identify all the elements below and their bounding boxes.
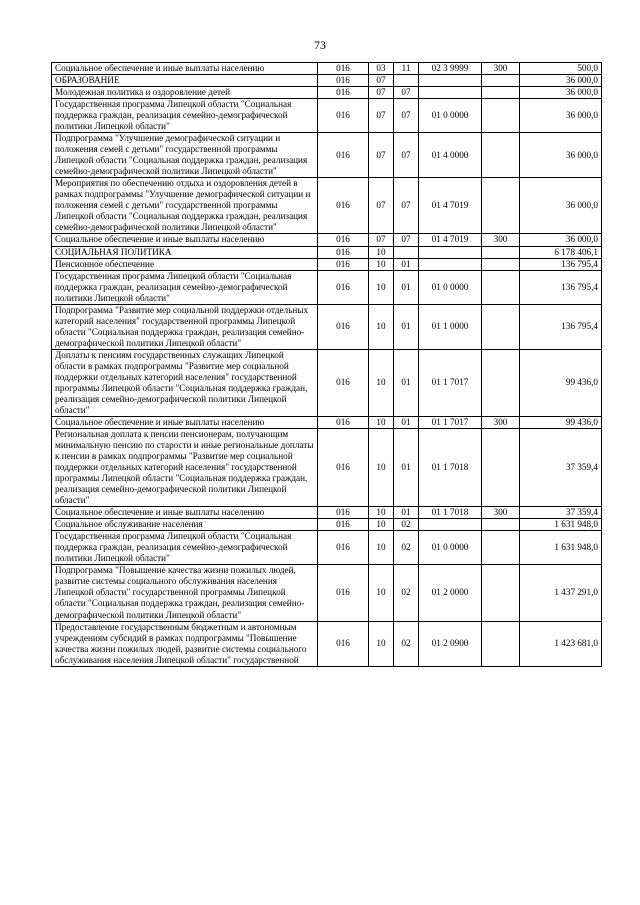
cell-target-article [419,246,482,258]
budget-table-body [52,63,602,667]
cell-name: Государственная программа Липецкой области "Социальная поддержка граждан, реализация семейно-демографической политики Липецкой области" [52,531,318,565]
cell-admin-code: 016 [318,63,369,75]
cell-amount: 1 631 948,0 [520,531,602,565]
cell-subsection: 02 [394,621,419,666]
budget-table [51,62,602,667]
cell-subsection: 07 [394,234,419,246]
cell-subsection [394,246,419,258]
cell-section: 10 [369,304,394,349]
cell-subsection: 07 [394,133,419,178]
cell-section: 10 [369,258,394,270]
cell-section: 07 [369,87,394,99]
cell-target-article: 01 0 0000 [419,531,482,565]
cell-subsection: 01 [394,507,419,519]
cell-section: 07 [369,178,394,234]
cell-target-article: 01 4 7019 [419,178,482,234]
cell-amount: 36 000,0 [520,178,602,234]
cell-name: Предоставление государственным бюджетным и автономным учреждениям субсидий в рамках подпрограммы "Повышение качества жизни пожилых людей, развитие системы социального обслуживания населения Липецкой области" государственной [52,621,318,666]
cell-name: Мероприятия по обеспечению отдыха и оздоровления детей в рамках подпрограммы "Улучшение демографической ситуации и положения семей с детьми" государственной программы Липецкой области "Социальная поддержка граждан, реализация семейно-демографической политики Липецкой области" [52,178,318,234]
cell-section: 10 [369,349,394,416]
table-row [52,304,602,349]
cell-amount: 1 437 291,0 [520,565,602,621]
cell-amount: 36 000,0 [520,99,602,133]
cell-admin-code: 016 [318,234,369,246]
cell-target-article: 01 1 7018 [419,507,482,519]
cell-subsection: 02 [394,565,419,621]
cell-section: 07 [369,234,394,246]
cell-name: Подпрограмма "Повышение качества жизни пожилых людей, развитие системы социального обслуживания населения Липецкой области" государственной программы Липецкой области "Социальная поддержка граждан, реализация семейно-демографической политики Липецкой области" [52,565,318,621]
cell-expense-type [482,270,520,304]
cell-admin-code: 016 [318,178,369,234]
cell-amount: 99 436,0 [520,416,602,428]
table-row [52,63,602,75]
cell-section: 10 [369,621,394,666]
cell-target-article [419,75,482,87]
cell-expense-type [482,258,520,270]
cell-name: СОЦИАЛЬНАЯ ПОЛИТИКА [52,246,318,258]
cell-name: Социальное обеспечение и иные выплаты населению [52,416,318,428]
cell-admin-code: 016 [318,246,369,258]
cell-admin-code: 016 [318,507,369,519]
cell-subsection: 01 [394,270,419,304]
cell-expense-type: 300 [482,507,520,519]
cell-target-article: 01 2 0000 [419,565,482,621]
cell-target-article: 02 3 9999 [419,63,482,75]
cell-admin-code: 016 [318,133,369,178]
cell-subsection [394,75,419,87]
cell-target-article: 01 1 0000 [419,304,482,349]
cell-section: 10 [369,270,394,304]
cell-amount: 36 000,0 [520,133,602,178]
cell-amount: 37 359,4 [520,429,602,507]
cell-target-article: 01 4 0000 [419,133,482,178]
cell-section: 10 [369,507,394,519]
cell-expense-type [482,178,520,234]
cell-target-article: 01 1 7017 [419,416,482,428]
cell-expense-type: 300 [482,234,520,246]
cell-amount: 500,0 [520,63,602,75]
cell-admin-code: 016 [318,621,369,666]
table-row [52,519,602,531]
cell-subsection: 07 [394,178,419,234]
cell-expense-type [482,565,520,621]
cell-target-article: 01 1 7018 [419,429,482,507]
cell-expense-type [482,87,520,99]
cell-amount: 36 000,0 [520,75,602,87]
cell-subsection: 02 [394,531,419,565]
cell-name: Социальное обслуживание населения [52,519,318,531]
table-row [52,429,602,507]
cell-name: Подпрограмма "Развитие мер социальной поддержки отдельных категорий населения" государственной программы Липецкой области "Социальная поддержка граждан, реализация семейно-демографической политики Липецкой области" [52,304,318,349]
cell-section: 07 [369,99,394,133]
cell-amount: 1 631 948,0 [520,519,602,531]
cell-name: Социальное обеспечение и иные выплаты населению [52,63,318,75]
cell-name: Доплаты к пенсиям государственных служащих Липецкой области в рамках подпрограммы "Развитие мер социальной поддержки отдельных категорий населения" государственной программы Липецкой области "Социальная поддержка граждан, реализация семейно-демографической политики Липецкой области" [52,349,318,416]
table-row [52,99,602,133]
cell-expense-type [482,519,520,531]
cell-section: 03 [369,63,394,75]
cell-target-article [419,519,482,531]
cell-subsection: 02 [394,519,419,531]
cell-expense-type [482,429,520,507]
cell-expense-type [482,99,520,133]
table-row [52,349,602,416]
cell-target-article: 01 2 0900 [419,621,482,666]
cell-amount: 36 000,0 [520,234,602,246]
cell-admin-code: 016 [318,99,369,133]
cell-admin-code: 016 [318,519,369,531]
cell-amount: 6 178 406,1 [520,246,602,258]
cell-admin-code: 016 [318,531,369,565]
cell-target-article: 01 1 7017 [419,349,482,416]
cell-subsection: 01 [394,258,419,270]
table-row [52,178,602,234]
cell-amount: 36 000,0 [520,87,602,99]
cell-subsection: 07 [394,99,419,133]
cell-name: Пенсионное обеспечение [52,258,318,270]
cell-admin-code: 016 [318,87,369,99]
cell-expense-type: 300 [482,416,520,428]
table-row [52,531,602,565]
cell-expense-type [482,75,520,87]
table-row [52,416,602,428]
cell-name: Подпрограмма "Улучшение демографической ситуации и положения семей с детьми" государственной программы Липецкой области "Социальная поддержка граждан, реализация семейно-демографической политики Липецкой области" [52,133,318,178]
cell-admin-code: 016 [318,304,369,349]
cell-section: 07 [369,75,394,87]
cell-subsection: 01 [394,429,419,507]
cell-amount: 136 795,4 [520,270,602,304]
cell-subsection: 01 [394,304,419,349]
cell-target-article [419,258,482,270]
cell-section: 07 [369,133,394,178]
cell-section: 10 [369,531,394,565]
cell-amount: 136 795,4 [520,258,602,270]
cell-admin-code: 016 [318,416,369,428]
cell-admin-code: 016 [318,565,369,621]
table-row [52,87,602,99]
cell-amount: 1 423 681,0 [520,621,602,666]
cell-admin-code: 016 [318,75,369,87]
cell-name: Государственная программа Липецкой области "Социальная поддержка граждан, реализация семейно-демографической политики Липецкой области" [52,270,318,304]
cell-amount: 37 359,4 [520,507,602,519]
cell-expense-type [482,621,520,666]
cell-target-article: 01 0 0000 [419,270,482,304]
table-row [52,565,602,621]
cell-target-article: 01 4 7019 [419,234,482,246]
cell-target-article: 01 0 0000 [419,99,482,133]
table-row [52,234,602,246]
cell-target-article [419,87,482,99]
table-row [52,507,602,519]
table-row [52,133,602,178]
cell-subsection: 07 [394,87,419,99]
cell-name: Социальное обеспечение и иные выплаты населению [52,507,318,519]
cell-expense-type [482,246,520,258]
cell-expense-type [482,531,520,565]
cell-expense-type [482,349,520,416]
cell-admin-code: 016 [318,258,369,270]
cell-subsection: 01 [394,349,419,416]
cell-amount: 99 436,0 [520,349,602,416]
cell-admin-code: 016 [318,270,369,304]
cell-name: Государственная программа Липецкой области "Социальная поддержка граждан, реализация семейно-демографической политики Липецкой области" [52,99,318,133]
cell-section: 10 [369,429,394,507]
table-row [52,621,602,666]
table-row [52,270,602,304]
cell-section: 10 [369,246,394,258]
table-row [52,246,602,258]
table-row [52,258,602,270]
table-row [52,75,602,87]
cell-expense-type [482,304,520,349]
cell-name: Социальное обеспечение и иные выплаты населению [52,234,318,246]
cell-expense-type [482,133,520,178]
cell-section: 10 [369,416,394,428]
cell-amount: 136 795,4 [520,304,602,349]
cell-subsection: 11 [394,63,419,75]
cell-name: ОБРАЗОВАНИЕ [52,75,318,87]
cell-subsection: 01 [394,416,419,428]
cell-expense-type: 300 [482,63,520,75]
cell-name: Молодежная политика и оздоровление детей [52,87,318,99]
cell-section: 10 [369,565,394,621]
cell-admin-code: 016 [318,349,369,416]
cell-name: Региональная доплата к пенсии пенсионерам, получающим минимальную пенсию по старости и иные региональные доплаты к пенсии в рамках подпрограммы "Развитие мер социальной поддержки отдельных категорий населения" государственной программы Липецкой области "Социальная поддержка граждан, реализация семейно-демографической политики Липецкой области" [52,429,318,507]
page-number: 73 [314,38,326,52]
cell-admin-code: 016 [318,429,369,507]
cell-section: 10 [369,519,394,531]
